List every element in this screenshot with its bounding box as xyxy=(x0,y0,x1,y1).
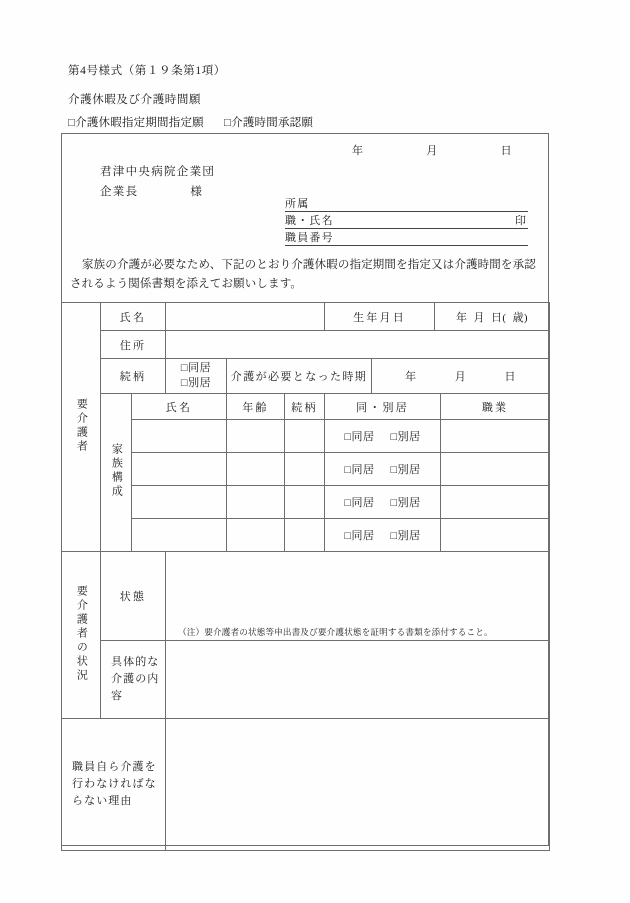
column-header-family-occupation: 職業 xyxy=(441,394,550,420)
care-details-label-line-1: 具体的な xyxy=(111,656,160,668)
input-family-age[interactable] xyxy=(227,486,285,519)
input-family-relation[interactable] xyxy=(285,486,325,519)
table-row xyxy=(62,420,550,453)
care-details-label-line-2: 介護の内 xyxy=(111,673,160,685)
input-family-occupation[interactable] xyxy=(441,420,550,453)
input-family-name[interactable] xyxy=(132,519,227,552)
section-label-family-composition: 家族構成 xyxy=(101,394,132,552)
addressee-title-row xyxy=(100,183,203,199)
checkbox-group-recipient-cohabit[interactable] xyxy=(166,359,227,394)
input-family-name[interactable] xyxy=(132,486,227,519)
checkbox-family-live-together[interactable]: □同居 xyxy=(344,431,375,443)
reason-label-line-1: 職員自ら介護を xyxy=(72,761,157,773)
label-care-details xyxy=(101,641,166,719)
section-label-care-recipient: 要介護者 xyxy=(62,303,101,552)
birth-day-label: 日( xyxy=(490,311,507,324)
column-header-family-name: 氏名 xyxy=(132,394,227,420)
table-row xyxy=(62,453,550,486)
date-day-label: 日 xyxy=(500,145,512,157)
checkbox-group-family-cohabit[interactable] xyxy=(325,453,441,486)
form-option-checkboxes xyxy=(68,114,313,130)
input-family-name[interactable] xyxy=(132,453,227,486)
birth-month-label: 月 xyxy=(473,311,485,324)
section-label-recipient-condition: 要介護者の状況 xyxy=(62,552,101,719)
job-and-name-label: 職・氏名 xyxy=(285,215,334,227)
checkbox-family-live-apart[interactable]: □別居 xyxy=(390,497,421,509)
table-row-family-header xyxy=(62,394,550,420)
checkbox-recipient-live-together[interactable]: □同居 xyxy=(180,362,212,374)
input-care-details[interactable] xyxy=(166,641,550,719)
affiliation-field[interactable] xyxy=(285,195,528,212)
label-self-care-reason xyxy=(62,719,166,851)
table-row xyxy=(62,486,550,519)
input-family-name[interactable] xyxy=(132,420,227,453)
care-start-year-label: 年 xyxy=(405,371,417,383)
checkbox-family-live-apart[interactable]: □別居 xyxy=(390,530,421,542)
birth-year-label: 年 xyxy=(456,311,468,324)
submission-date-line[interactable] xyxy=(352,142,512,158)
input-self-care-reason[interactable] xyxy=(166,719,550,851)
addressee-honorific: 様 xyxy=(190,186,204,198)
checkbox-family-live-together[interactable]: □同居 xyxy=(344,497,375,509)
input-recipient-address[interactable] xyxy=(166,331,550,359)
column-header-family-age: 年齢 xyxy=(227,394,285,420)
input-family-age[interactable] xyxy=(227,453,285,486)
table-row-reason xyxy=(62,719,550,851)
input-family-relation[interactable] xyxy=(285,519,325,552)
input-condition-state[interactable] xyxy=(166,552,550,641)
job-and-name-field[interactable] xyxy=(285,212,528,229)
label-recipient-name: 氏名 xyxy=(101,303,166,331)
table-row-condition-state xyxy=(62,552,550,641)
condition-state-note: （注）要介護者の状態等申出書及び要介護状態を証明する書類を添付すること。 xyxy=(178,627,493,637)
checkbox-group-family-cohabit[interactable] xyxy=(325,519,441,552)
label-care-start-period: 介護が必要となった時期 xyxy=(227,359,372,394)
birth-age-label: 歳) xyxy=(512,311,528,324)
care-details-label-line-3: 容 xyxy=(111,690,124,702)
checkbox-care-leave-period[interactable]: □介護休暇指定期間指定願 xyxy=(68,117,204,129)
checkbox-recipient-live-apart[interactable]: □別居 xyxy=(180,377,212,389)
input-family-occupation[interactable] xyxy=(441,519,550,552)
input-family-occupation[interactable] xyxy=(441,453,550,486)
table-row-care-details xyxy=(62,641,550,719)
page-title: 介護休暇及び介護時間願 xyxy=(68,94,202,106)
checkbox-family-live-together[interactable]: □同居 xyxy=(344,530,375,542)
checkbox-group-family-cohabit[interactable] xyxy=(325,486,441,519)
label-condition-state: 状態 xyxy=(101,552,166,641)
input-family-occupation[interactable] xyxy=(441,486,550,519)
addressee-title: 企業長 xyxy=(100,186,139,198)
input-family-relation[interactable] xyxy=(285,420,325,453)
label-recipient-birthdate: 生年月日 xyxy=(325,303,435,331)
request-statement: 家族の介護が必要なため、下記のとおり介護休暇の指定期間を指定又は介護時間を承認されるよう関係書類を添えてお願いします。 xyxy=(70,259,536,290)
date-month-label: 月 xyxy=(426,145,438,157)
input-recipient-name[interactable] xyxy=(166,303,325,331)
checkbox-family-live-apart[interactable]: □別居 xyxy=(390,431,421,443)
column-header-family-relation: 続柄 xyxy=(285,394,325,420)
input-care-start-date[interactable] xyxy=(372,359,550,394)
reason-label-line-2: 行わなければな xyxy=(72,778,157,790)
table-row-recipient-name xyxy=(62,303,550,331)
table-row xyxy=(62,519,550,552)
seal-stamp-label: 印 xyxy=(515,215,526,227)
employee-number-field[interactable] xyxy=(285,229,528,246)
checkbox-family-live-together[interactable]: □同居 xyxy=(344,464,375,476)
checkbox-care-hours-approval[interactable]: □介護時間承認願 xyxy=(224,117,314,129)
affiliation-label: 所属 xyxy=(285,198,310,210)
table-row-relation-and-care-start xyxy=(62,359,550,394)
input-family-age[interactable] xyxy=(227,519,285,552)
employee-number-label: 職員番号 xyxy=(285,232,334,244)
date-year-label: 年 xyxy=(352,145,364,157)
input-family-relation[interactable] xyxy=(285,453,325,486)
reason-label-line-3: らない理由 xyxy=(72,795,133,807)
form-code: 第4号様式（第１９条第1項） xyxy=(68,65,226,77)
table-row-recipient-address xyxy=(62,331,550,359)
application-details-table xyxy=(61,302,550,851)
checkbox-group-family-cohabit[interactable] xyxy=(325,420,441,453)
addressee-organization: 君津中央病院企業団 xyxy=(100,166,216,178)
label-recipient-address: 住所 xyxy=(101,331,166,359)
input-recipient-birthdate[interactable] xyxy=(435,303,550,331)
care-start-month-label: 月 xyxy=(454,371,467,383)
column-header-family-cohabit: 同・別居 xyxy=(325,394,441,420)
checkbox-family-live-apart[interactable]: □別居 xyxy=(390,464,421,476)
input-family-age[interactable] xyxy=(227,420,285,453)
label-recipient-relation: 続柄 xyxy=(101,359,166,394)
care-start-day-label: 日 xyxy=(504,371,516,383)
